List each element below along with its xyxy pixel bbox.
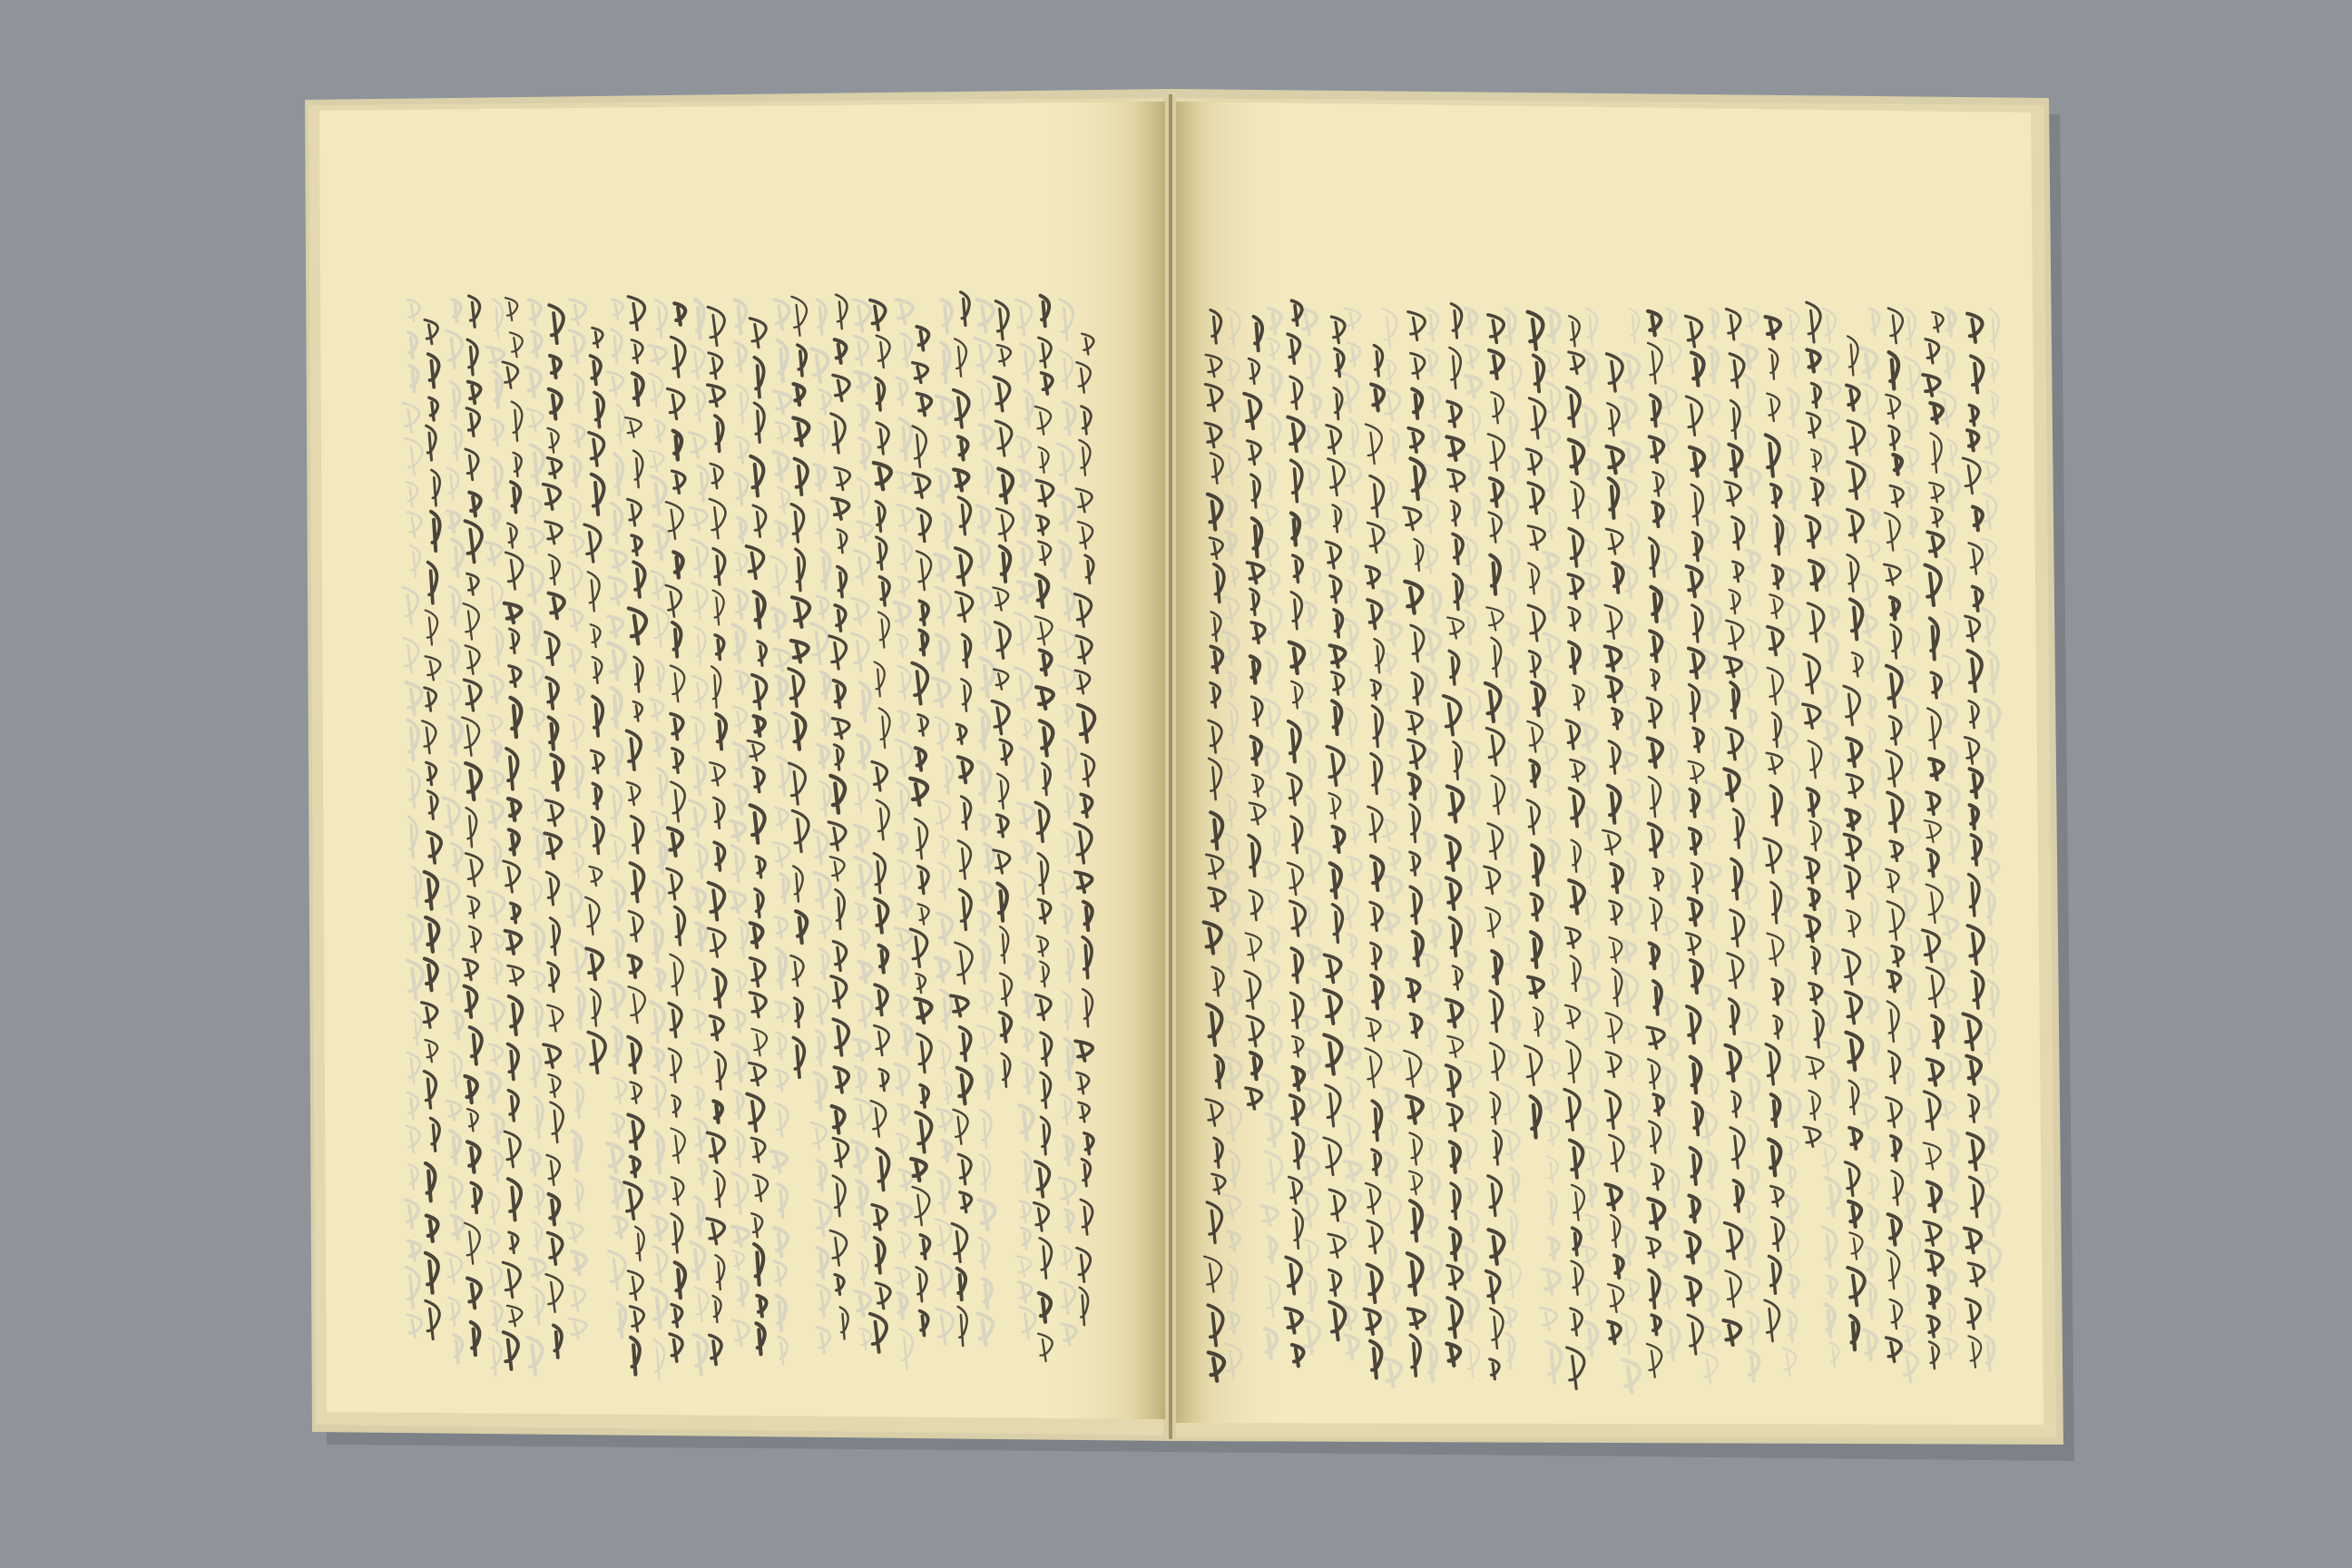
right-page: [1176, 102, 2043, 1425]
left-page: [319, 102, 1165, 1419]
